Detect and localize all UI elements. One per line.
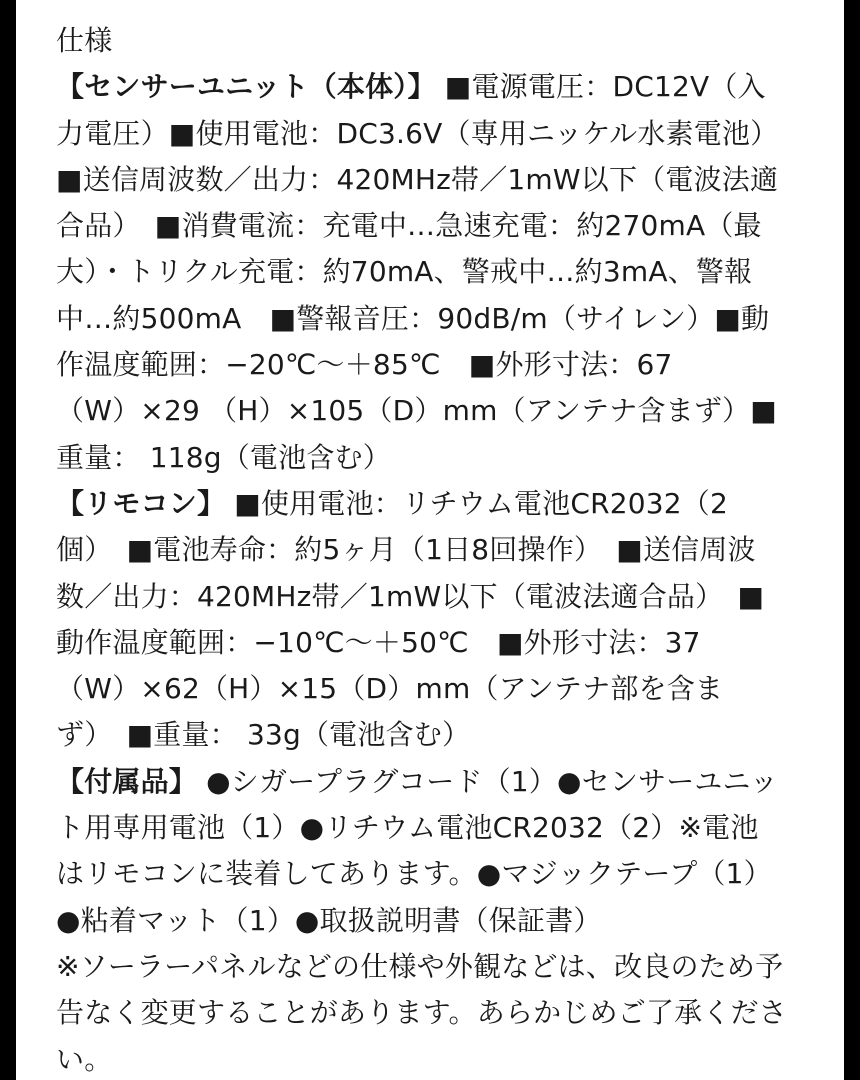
spec-text: （W）×62（H）×15（D）mm（アンテナ部を含ま	[56, 672, 724, 706]
text-line	[56, 111, 808, 157]
spec-text: ず） ■重量： 33g（電池含む）	[56, 718, 471, 752]
spec-text-block	[56, 18, 808, 1080]
spec-text: 数／出力：420MHz帯／1mW以下（電波法適合品） ■	[56, 579, 765, 613]
text-line	[56, 851, 808, 897]
text-line	[56, 990, 808, 1036]
text-line	[56, 666, 808, 712]
text-line	[56, 203, 808, 249]
text-line	[56, 435, 808, 481]
text-line	[56, 805, 808, 851]
text-line	[56, 249, 808, 295]
spec-text: 合品） ■消費電流：充電中…急速充電：約270mA（最	[56, 209, 762, 243]
spec-text: はリモコンに装着してあります。●マジックテープ（1）	[56, 857, 772, 891]
section-heading: 【リモコン】	[56, 486, 226, 520]
text-line	[56, 620, 808, 666]
text-line	[56, 712, 808, 758]
spec-text: 告なく変更することがあります。あらかじめご了承くださ	[56, 996, 787, 1030]
spec-text: 力電圧）■使用電池：DC3.6V（専用ニッケル水素電池）	[56, 116, 779, 150]
spec-text: ト用専用電池（1）●リチウム電池CR2032（2）※電池	[56, 811, 759, 845]
spec-text: ●シガープラグコード（1）●センサーユニッ	[197, 764, 778, 798]
text-line	[56, 296, 808, 342]
spec-text: ■送信周波数／出力：420MHz帯／1mW以下（電波法適	[56, 162, 779, 196]
spec-text: 中…約500mA ■警報音圧：90dB/m（サイレン）■動	[56, 301, 770, 335]
spec-text: （W）×29 （H）×105（D）mm（アンテナ含まず）■	[56, 394, 777, 428]
section-heading: 【センサーユニット（本体）】	[56, 70, 436, 104]
page-frame	[16, 0, 844, 1080]
spec-text: 大）・トリクル充電：約70mA、警戒中…約3mA、警報	[56, 255, 753, 289]
text-line	[56, 157, 808, 203]
text-line	[56, 481, 808, 527]
spec-text: い。	[56, 1042, 113, 1076]
text-line	[56, 759, 808, 805]
text-line	[56, 18, 808, 64]
text-line	[56, 342, 808, 388]
spec-text: 重量： 118g（電池含む）	[56, 440, 391, 474]
text-line	[56, 898, 808, 944]
text-line	[56, 64, 808, 110]
spec-text: 動作温度範囲：−10℃〜＋50℃ ■外形寸法：37	[56, 625, 701, 659]
text-line	[56, 944, 808, 990]
spec-text: 個） ■電池寿命：約5ヶ月（1日8回操作） ■送信周波	[56, 533, 756, 567]
spec-text: ■使用電池：リチウム電池CR2032（2	[225, 486, 728, 520]
text-line	[56, 527, 808, 573]
spec-text: ■電源電圧：DC12V（入	[435, 70, 766, 104]
spec-text: 仕様	[56, 24, 113, 57]
text-line	[56, 388, 808, 434]
spec-text: ※ソーラーパネルなどの仕様や外観などは、改良のため予	[56, 949, 784, 983]
spec-text: 作温度範囲：−20℃〜＋85℃ ■外形寸法：67	[56, 348, 673, 382]
section-heading: 【付属品】	[56, 764, 198, 798]
text-line	[56, 1037, 808, 1080]
text-line	[56, 574, 808, 620]
spec-text: ●粘着マット（1）●取扱説明書（保証書）	[56, 903, 602, 937]
